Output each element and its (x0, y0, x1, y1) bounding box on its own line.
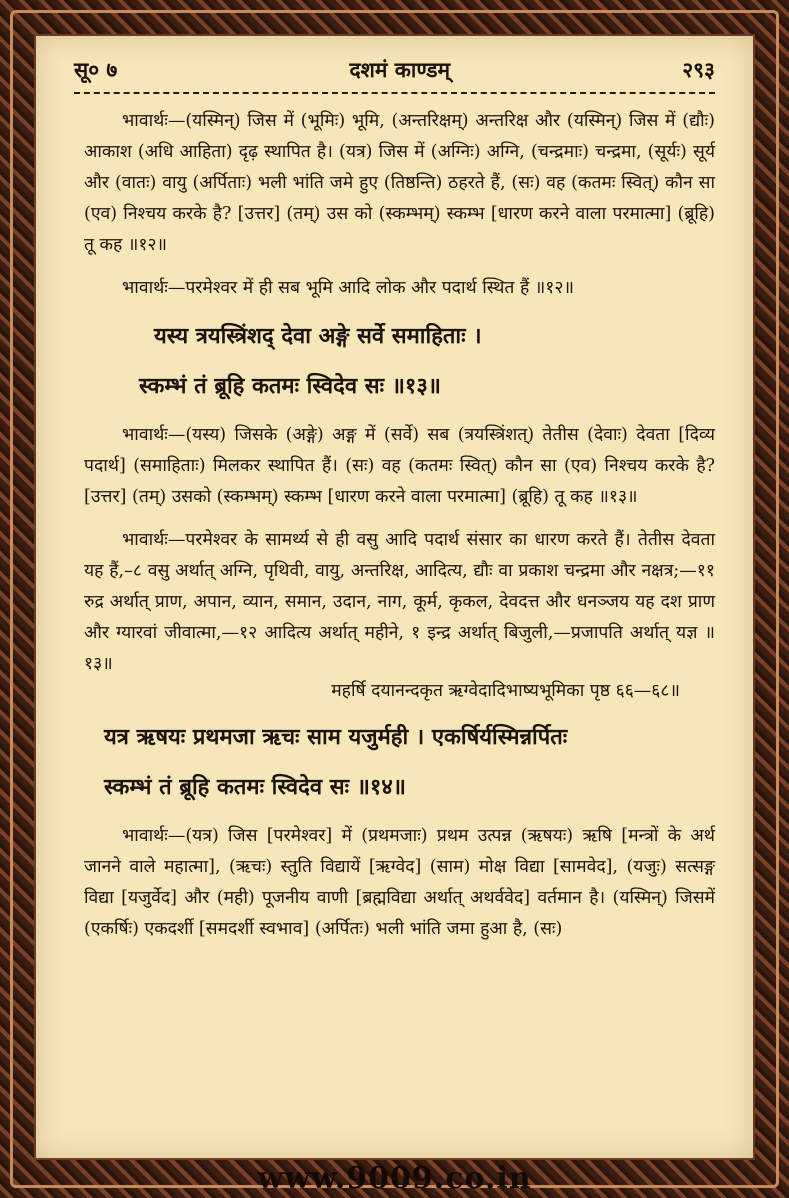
kanda-title: दशमं काण्डम् (349, 57, 451, 82)
page-header (74, 50, 715, 90)
sutra-number: सू० ७ (74, 57, 118, 82)
bhavartha-13-summary: भावार्थः—परमेश्वर के सामर्थ्य से ही वसु आदि पदार्थ संसार का धारण करते हैं। तेतीस देवता यह हैं,–८ वसु अर्थात् अग्नि, पृथिवी, वायु, अन्तरिक्ष, आदित्य, द्यौः वा प्रकाश चन्द्रमा और नक्षत्र;—११ रुद्र अर्थात् प्राण, अपान, व्यान, समान, उदान, नाग, कूर्म, कृकल, देवदत्त और धनञ्जय यह दश प्राण और ग्यारवां जीवात्मा,—१२ आदित्य अर्थात् महीने, १ इन्द्र अर्थात् बिजुली,—प्रजापति अर्थात् यज्ञ ॥१३॥ (84, 530, 715, 674)
website-url: www.9009.co.in (257, 1161, 532, 1196)
verse-14-line-1: यत्र ऋषयः प्रथमजा ऋचः साम यजुर्मही । एकर्षिर्यस्मिन्नर्पितः (104, 724, 568, 750)
reference-credit: महर्षि दयानन्दकृत ऋग्वेदादिभाष्यभूमिका पृष्ठ ६६—६८॥ (331, 681, 680, 701)
book-page (34, 34, 755, 1160)
bhavartha-12-summary: भावार्थः—परमेश्वर में ही सब भूमि आदि लोक और पदार्थ स्थित हैं ॥१२॥ (122, 278, 574, 298)
bhavartha-12-word-meaning: भावार्थः—(यस्मिन्) जिस में (भूमिः) भूमि, (अन्तरिक्षम्) अन्तरिक्ष और (यस्मिन्) जिस में (द्यौः) आकाश (अधि आहिता) दृढ़ स्थापित है। (यत्र) जिस में (अग्निः) अग्नि, (चन्द्रमाः) चन्द्रमा, (सूर्यः) सूर्य और (वातः) वायु (अर्पिताः) भली भांति जमे हुए (तिष्ठन्ति) ठहरते हैं, (सः) वह (कतमः स्वित्) कौन सा (एव) निश्चय करके है? [उत्तर] (तम्) उस को (स्कम्भम्) स्कम्भ [धारण करने वाला परमात्मा] (ब्रूहि) तू कह ॥१२॥ (84, 111, 715, 255)
verse-13-line-1: यस्य त्रयस्त्रिंशद् देवा अङ्गे सर्वे समाहिताः । (154, 323, 482, 349)
verse-14-line-2: स्कम्भं तं ब्रूहि कतमः स्विदेव सः ॥१४॥ (104, 774, 406, 800)
verse-13-line-2: स्कम्भं तं ब्रूहि कतमः स्विदेव सः ॥१३॥ (139, 373, 441, 399)
bhavartha-14-word-meaning: भावार्थः—(यत्र) जिस [परमेश्वर] में (प्रथमजाः) प्रथम उत्पन्न (ऋषयः) ऋषि [मन्त्रों के अर्थ जानने वाले महात्मा], (ऋचः) स्तुति विद्यायें [ऋग्वेद] (साम) मोक्ष विद्या [सामवेद], (यजुः) सत्सङ्ग विद्या [यजुर्वेद] और (मही) पूजनीय वाणी [ब्रह्मविद्या अर्थात् अथर्ववेद] वर्तमान है। (यस्मिन्) जिसमें (एकर्षिः) एकदर्शी [समदर्शी स्वभाव] (अर्पितः) भली भांति जमा हुआ है, (सः) (84, 826, 715, 939)
header-divider (74, 92, 715, 94)
bhavartha-13-word-meaning: भावार्थः—(यस्य) जिसके (अङ्गे) अङ्ग में (सर्वे) सब (त्रयस्त्रिंशत्) तेतीस (देवाः) देवता [दिव्य पदार्थ] (समाहिताः) मिलकर स्थापित हैं। (सः) वह (कतमः स्वित्) कौन सा (एव) निश्चय करके है? [उत्तर] (तम्) उसको (स्कम्भम्) स्कम्भ [धारण करने वाला परमात्मा] (ब्रूहि) तू कह ॥१३॥ (84, 425, 715, 507)
page-content (84, 106, 715, 1100)
page-number: २९३ (682, 57, 715, 82)
